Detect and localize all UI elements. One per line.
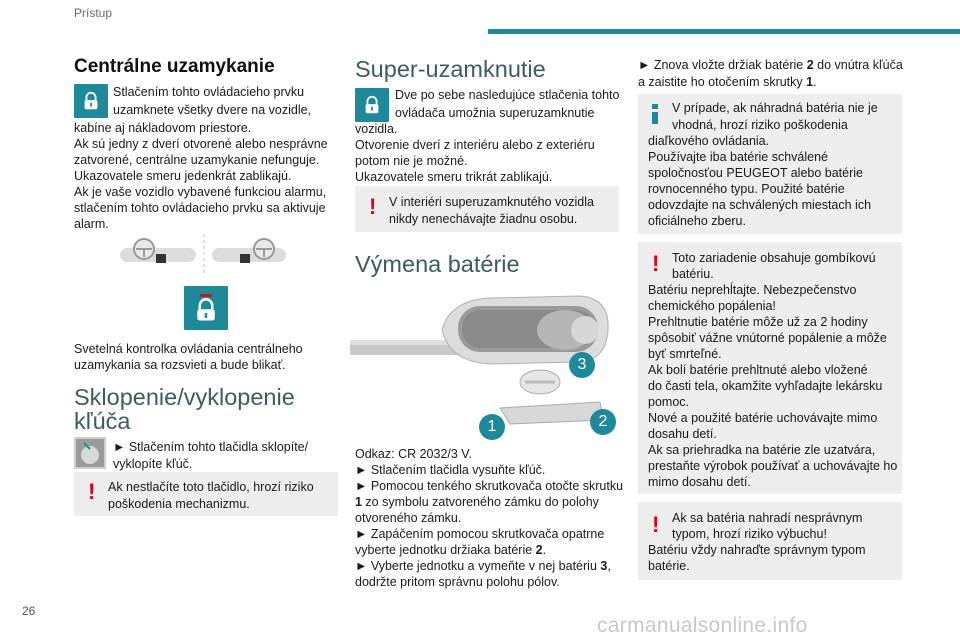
section-header: Prístup (74, 6, 113, 20)
lock-icon-2 (355, 88, 389, 122)
battery-warning-13: Ak sa priehradka na batérie zle uzatvára, (648, 443, 876, 457)
callout-1: 1 (479, 414, 505, 440)
battery-warning-11: Nové a použité batérie uchovávajte mimo (648, 411, 878, 425)
lock-icon (74, 84, 108, 118)
info-icon (652, 104, 658, 124)
battery-title: Výmena batérie (355, 251, 520, 277)
battery-text-2: ► Stlačením tlačidla vysuňte kľúč. (355, 463, 546, 477)
callout-3: 3 (569, 352, 595, 378)
info-text-5: spoločnosťou PEUGEOT alebo batérie (648, 166, 863, 180)
battery-text-6: ► Zapáčením pomocou skrutkovača opatrne (355, 527, 605, 541)
reinsert-text-2: a zaistite ho otočením skrutky 1. (638, 75, 817, 89)
battery-warning-10: pomoc. (648, 395, 689, 409)
info-text-1: V prípade, ak náhradná batéria nie je (672, 101, 878, 115)
reinsert-text-1: ► Znova vložte držiak batérie 2 do vnútra kľúča (638, 58, 903, 72)
callout-2: 2 (590, 409, 616, 435)
key-button-icon (74, 437, 106, 469)
super-lock-title: Super-uzamknutie (355, 56, 546, 82)
warning-exclamation-icon: ! (369, 194, 377, 219)
battery-text-4: 1 zo symbolu zatvoreného zámku do polohy (355, 495, 599, 509)
battery-text-1: Odkaz: CR 2032/3 V. (355, 447, 472, 461)
super-lock-text-6: Ukazovatele smeru trikrát zablikajú. (355, 170, 553, 184)
battery-warning-6: spôsobiť vážne vnútorné popálenie a môže (648, 331, 887, 345)
battery-warning-1: Toto zariadenie obsahuje gombíkovú (672, 251, 876, 265)
central-locking-text-8: stlačením tohto ovládacieho prvku sa aktivuje (74, 201, 326, 215)
battery-text-5: otvoreného zámku. (355, 511, 462, 525)
super-lock-text-4: Otvorenie dverí z interiéru alebo z exteriéru (355, 138, 595, 152)
dashboard-illustration (118, 234, 288, 274)
page-number: 26 (22, 604, 36, 618)
info-text-7: odovzdajte na schválených miestach ich (648, 198, 872, 212)
central-locking-text-7: Ak je vaše vozidlo vybavené funkciou alarmu, (74, 185, 327, 199)
super-lock-text-5: potom nie je možné. (355, 154, 468, 168)
central-locking-text-1: Stlačením tohto ovládacieho prvku (113, 85, 305, 99)
super-lock-text-1: Dve po sebe nasledujúce stlačenia tohto (395, 88, 620, 102)
central-locking-text-4: Ak sú jedny z dverí otvorené alebo nesprávne (74, 137, 328, 151)
battery-warning-3: Batériu neprehĺtajte. Nebezpečenstvo (648, 283, 857, 297)
header-accent-bar (488, 29, 960, 34)
super-lock-text-2: ovládača umožnia superuzamknutie (395, 106, 595, 120)
key-fold-text-2: vyklopíte kľúč. (113, 457, 193, 471)
battery-warning-15: mimo dosahu detí. (648, 475, 751, 489)
explosion-warning-2: typom, hrozí riziko výbuchu! (672, 527, 827, 541)
super-lock-warning-2: nikdy nenechávajte žiadnu osobu. (389, 212, 578, 226)
fold-warning-text-2: poškodenia mechanizmu. (108, 497, 250, 511)
central-locking-title: Centrálne uzamykanie (74, 56, 275, 77)
key-fold-text-1: ► Stlačením tohto tlačidla sklopíte/ (113, 440, 309, 454)
battery-warning-14: prestaňte výrobok používať a uchovávajte ho (648, 459, 898, 473)
battery-warning-12: dosahu detí. (648, 427, 717, 441)
info-text-8: oficiálneho zberu. (648, 214, 746, 228)
explosion-warning-1: Ak sa batéria nahradí nesprávnym (672, 511, 863, 525)
battery-warning-5: Prehltnutie batérie môže už za 2 hodiny (648, 315, 868, 329)
info-text-3: diaľkového ovládania. (648, 134, 770, 148)
battery-warning-4: chemického popálenia! (648, 299, 776, 313)
info-text-4: Používajte iba batérie schválené (648, 150, 828, 164)
battery-text-7: vyberte jednotku držiaka batérie 2. (355, 543, 547, 557)
warning-exclamation-icon: ! (88, 479, 96, 504)
central-locking-text-5: zatvorené, centrálne uzamykanie nefunguje. (74, 153, 320, 167)
info-text-2: vhodná, hrozí riziko poškodenia (672, 118, 848, 132)
lamp-text-2: uzamykania sa rozsvieti a bude blikať. (74, 358, 286, 372)
battery-warning-9: do časti tela, okamžite vyhľadajte lekársku (648, 379, 883, 393)
central-locking-text-9: alarm. (74, 217, 109, 231)
explosion-warning-3: Batériu vždy nahraďte správnym typom (648, 543, 866, 557)
key-fold-title-2: kľúča (74, 408, 131, 434)
battery-warning-2: batériu. (672, 267, 714, 281)
warning-exclamation-icon: ! (652, 251, 660, 276)
battery-warning-7: byť smrteľné. (648, 347, 722, 361)
lamp-text-1: Svetelná kontrolka ovládania centrálneho (74, 342, 303, 356)
fold-warning-text-1: Ak nestlačíte toto tlačidlo, hrozí riziko (108, 480, 314, 494)
central-locking-text-2: uzamknete všetky dvere na vozidle, (113, 103, 312, 117)
super-lock-text-3: vozidla. (355, 122, 398, 136)
info-text-6: rovnocenného typu. Použité batérie (648, 182, 845, 196)
explosion-warning-4: batérie. (648, 559, 690, 573)
super-lock-warning-1: V interiéri superuzamknutého vozidla (389, 195, 594, 209)
battery-text-3: ► Pomocou tenkého skrutkovača otočte skrutku (355, 479, 624, 493)
battery-text-8: ► Vyberte jednotku a vymeňte v nej batériu 3, (355, 559, 611, 573)
battery-warning-8: Ak bolí batérie prehltnuté alebo vložené (648, 363, 868, 377)
key-fold-title-1: Sklopenie/vyklopenie (74, 384, 295, 410)
watermark: carmanualsonline.info (597, 614, 808, 637)
central-locking-text-6: Ukazovatele smeru jedenkrát zablikajú. (74, 169, 292, 183)
battery-text-9: dodržte pritom správnu polohu pólov. (355, 575, 560, 589)
warning-lamp-lock-icon (184, 286, 228, 330)
warning-exclamation-icon: ! (652, 512, 660, 537)
central-locking-text-3: kabíne aj nákladovom priestore. (74, 121, 252, 135)
